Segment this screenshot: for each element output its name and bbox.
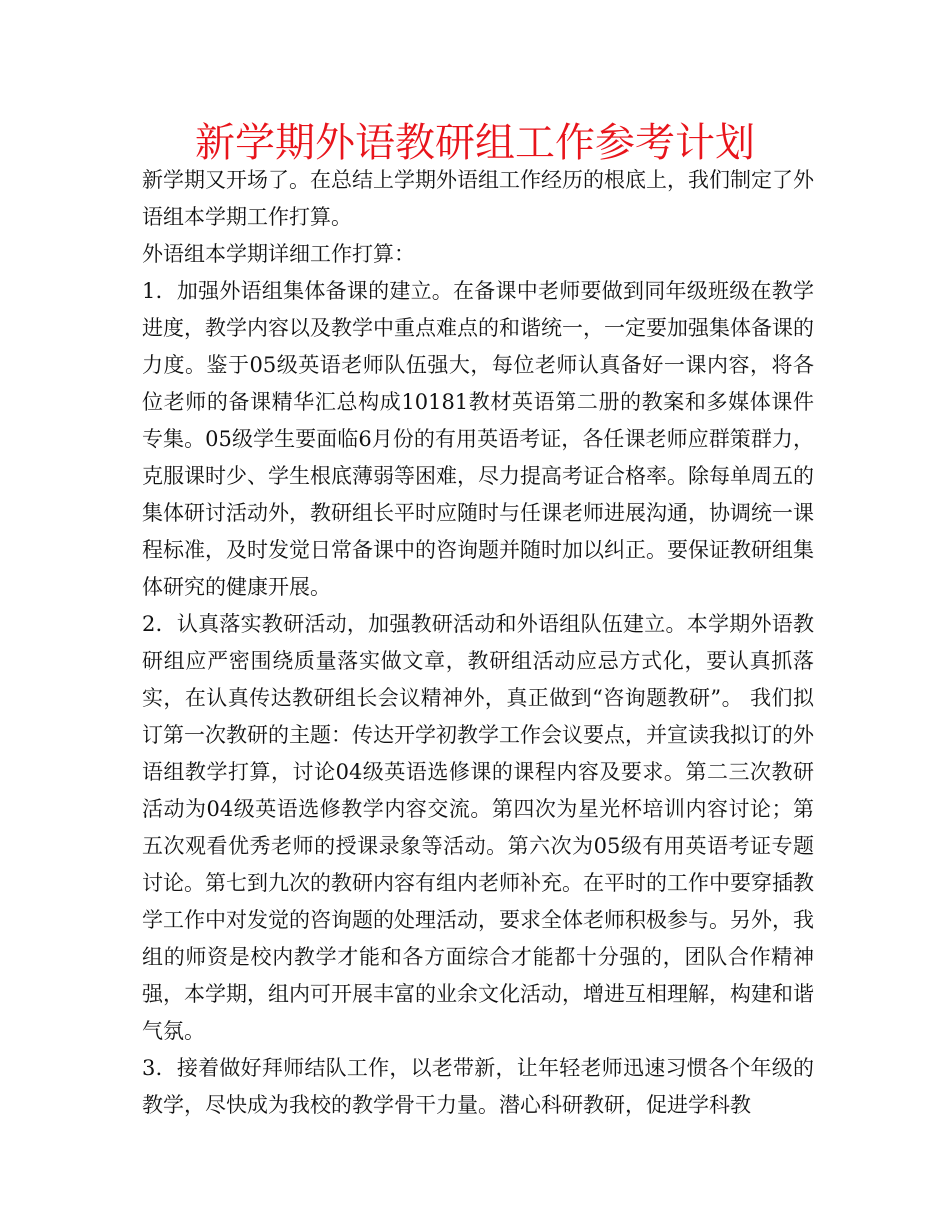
paragraph-item-1: 1．加强外语组集体备课的建立。在备课中老师要做到同年级班级在教学进度，教学内容以及教学中重点难点的和谐统一，一定要加强集体备课的力度。鉴于05级英语老师队伍强大，每位老师认真备好一课内容，将各位老师的备课精华汇总构成10181教材英语第二册的教案和多媒体课件专集。05级学生要面临6月份的有用英语考证，各任课老师应群策群力，克服课时少、学生根底薄弱等困难，尽力提高考证合格率。除每单周五的集体研讨活动外，教研组长平时应随时与任课老师进展沟通，协调统一课程标准，及时发觉日常备课中的咨询题并随时加以纠正。要保证教研组集体研究的健康开展。 — [142, 279, 814, 599]
paragraph-plan-heading: 外语组本学期详细工作打算： — [142, 242, 415, 266]
document-title: 新学期外语教研组工作参考计划 — [195, 120, 755, 166]
paragraph-item-2: 2．认真落实教研活动，加强教研活动和外语组队伍建立。本学期外语教研组应严密围绕质量落实做文章，教研组活动应忌方式化，要认真抓落实，在认真传达教研组长会议精神外，真正做到“咨询题教研”。 我们拟订第一次教研的主题：传达开学初教学工作会议要点，并宣读我拟订的外语组教学打算，讨论04级英语选修课的课程内容及要求。第二三次教研活动为04级英语选修教学内容交流。第四次为星光杯培训内容讨论；第五次观看优秀老师的授课录象等活动。第六次为05级有用英语考证专题讨论。第七到九次的教研内容有组内老师补充。在平时的工作中要穿插教学工作中对发觉的咨询题的处理活动，要求全体老师积极参与。另外，我组的师资是校内教学才能和各方面综合才能都十分强的，团队合作精神强，本学期，组内可开展丰富的业余文化活动，增进互相理解，构建和谐气氛。 — [142, 612, 814, 1043]
document-body — [142, 162, 814, 1124]
paragraph-intro: 新学期又开场了。在总结上学期外语组工作经历的根底上，我们制定了外语组本学期工作打算。 — [142, 168, 814, 229]
paragraph-item-3: 3．接着做好拜师结队工作，以老带新，让年轻老师迅速习惯各个年级的教学，尽快成为我校的教学骨干力量。潜心科研教研，促进学科教 — [142, 1056, 814, 1117]
